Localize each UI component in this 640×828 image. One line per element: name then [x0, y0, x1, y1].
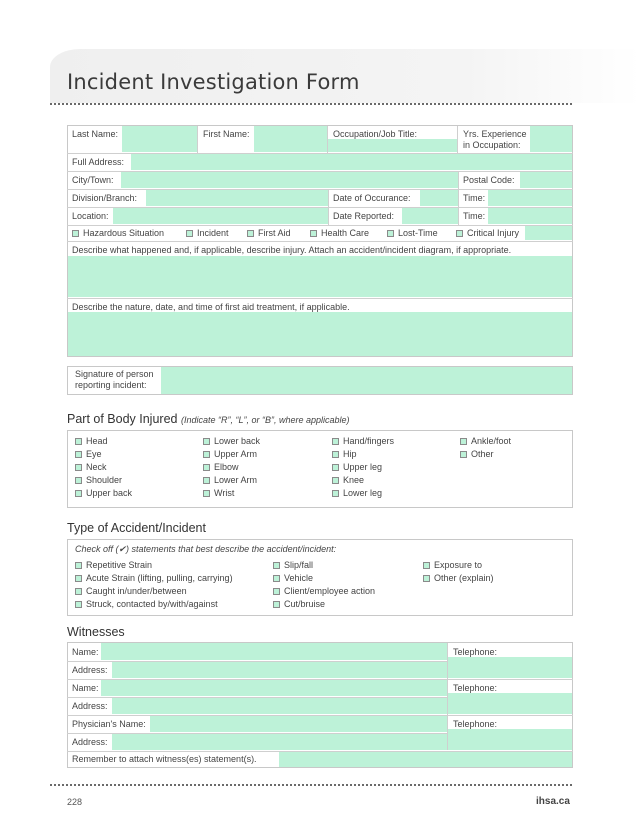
- date-reported-label: Date Reported:: [333, 211, 395, 221]
- checkbox-first-aid[interactable]: First Aid: [247, 228, 291, 239]
- footer-divider: [50, 784, 572, 786]
- body-injured-heading: Part of Body Injured (Indicate “R”, “L”, or “B”, where applicable): [67, 412, 350, 426]
- witness2-name-label: Name:: [72, 683, 99, 693]
- checkbox-lost-time[interactable]: Lost-Time: [387, 228, 438, 239]
- checkbox-critical-injury[interactable]: Critical Injury: [456, 228, 519, 239]
- witness1-address-label: Address:: [72, 665, 108, 675]
- checkbox-ankle-foot[interactable]: Ankle/foot: [460, 436, 511, 447]
- witnesses-heading: Witnesses: [67, 625, 125, 639]
- describe-first-aid-field[interactable]: [68, 312, 572, 356]
- physician-address-field[interactable]: [112, 734, 447, 750]
- postal-code-field[interactable]: [520, 172, 572, 188]
- signature-field[interactable]: [161, 367, 572, 394]
- checkbox-incident[interactable]: Incident: [186, 228, 229, 239]
- checkbox-head[interactable]: Head: [75, 436, 108, 447]
- checkbox-upper-back[interactable]: Upper back: [75, 488, 132, 499]
- witness1-address-field[interactable]: [112, 662, 447, 678]
- checkbox-repetitive-strain[interactable]: Repetitive Strain: [75, 560, 152, 571]
- witness1-telephone-field[interactable]: [448, 657, 572, 678]
- witness1-telephone-label: Telephone:: [453, 647, 498, 657]
- yrs-experience-field[interactable]: [530, 126, 572, 152]
- location-label: Location:: [72, 211, 109, 221]
- physician-name-label: Physician's Name:: [72, 719, 146, 729]
- checkbox-shoulder[interactable]: Shoulder: [75, 475, 122, 486]
- checkbox-elbow[interactable]: Elbow: [203, 462, 239, 473]
- time-occurrence-field[interactable]: [488, 190, 572, 206]
- occupation-field[interactable]: [328, 139, 457, 152]
- time-reported-label: Time:: [463, 211, 486, 221]
- checkbox-eye[interactable]: Eye: [75, 449, 102, 460]
- witness1-name-label: Name:: [72, 647, 99, 657]
- physician-telephone-field[interactable]: [448, 729, 572, 750]
- city-label: City/Town:: [72, 175, 114, 185]
- date-occurrence-label: Date of Occurance:: [333, 193, 411, 203]
- critical-injury-field[interactable]: [525, 226, 572, 240]
- signature-label-line1: Signature of person: [75, 369, 154, 379]
- checkbox-upper-arm[interactable]: Upper Arm: [203, 449, 257, 460]
- describe-first-aid-label: Describe the nature, date, and time of first aid treatment, if applicable.: [72, 302, 350, 312]
- checkbox-knee[interactable]: Knee: [332, 475, 364, 486]
- last-name-field[interactable]: [122, 126, 197, 152]
- checkbox-slip-fall[interactable]: Slip/fall: [273, 560, 313, 571]
- date-reported-field[interactable]: [402, 208, 458, 224]
- postal-code-label: Postal Code:: [463, 175, 515, 185]
- remember-field[interactable]: [279, 752, 572, 767]
- checkbox-other-body[interactable]: Other: [460, 449, 494, 460]
- checkbox-upper-leg[interactable]: Upper leg: [332, 462, 382, 473]
- first-name-field[interactable]: [254, 126, 327, 152]
- division-field[interactable]: [146, 190, 328, 206]
- first-name-label: First Name:: [203, 129, 250, 139]
- describe-happened-label: Describe what happened and, if applicable, describe injury. Attach an accident/incident diagram, if appropriate.: [72, 245, 512, 255]
- witness2-address-label: Address:: [72, 701, 108, 711]
- physician-telephone-label: Telephone:: [453, 719, 498, 729]
- date-occurrence-field[interactable]: [420, 190, 458, 206]
- checkbox-lower-arm[interactable]: Lower Arm: [203, 475, 257, 486]
- body-injured-note: (Indicate “R”, “L”, or “B”, where applicable): [180, 415, 350, 425]
- witness2-telephone-field[interactable]: [448, 693, 572, 714]
- full-address-label: Full Address:: [72, 157, 125, 167]
- checkbox-lower-back[interactable]: Lower back: [203, 436, 260, 447]
- header-divider: [50, 103, 572, 105]
- accident-instruction: Check off (✔) statements that best describe the accident/incident:: [75, 544, 337, 554]
- time-occurrence-label: Time:: [463, 193, 486, 203]
- page-title: Incident Investigation Form: [67, 70, 360, 94]
- page-number: 228: [67, 797, 83, 807]
- witness2-address-field[interactable]: [112, 698, 447, 714]
- checkbox-caught-in[interactable]: Caught in/under/between: [75, 586, 187, 597]
- checkbox-struck[interactable]: Struck, contacted by/with/against: [75, 599, 218, 610]
- checkbox-neck[interactable]: Neck: [75, 462, 107, 473]
- full-address-field[interactable]: [131, 154, 572, 170]
- witness1-name-field[interactable]: [101, 643, 447, 660]
- yrs-experience-label: Yrs. Experience: [463, 129, 527, 139]
- time-reported-field[interactable]: [488, 208, 572, 224]
- checkbox-health-care[interactable]: Health Care: [310, 228, 369, 239]
- checkbox-acute-strain[interactable]: Acute Strain (lifting, pulling, carrying): [75, 573, 233, 584]
- checkbox-cut-bruise[interactable]: Cut/bruise: [273, 599, 325, 610]
- checkbox-wrist[interactable]: Wrist: [203, 488, 234, 499]
- describe-happened-field[interactable]: [68, 256, 572, 297]
- checkbox-exposure[interactable]: Exposure to: [423, 560, 482, 571]
- checkbox-hip[interactable]: Hip: [332, 449, 357, 460]
- remember-note: Remember to attach witness(es) statement(s).: [72, 754, 257, 764]
- checkbox-vehicle[interactable]: Vehicle: [273, 573, 313, 584]
- checkbox-other-explain[interactable]: Other (explain): [423, 573, 494, 584]
- checkbox-client-action[interactable]: Client/employee action: [273, 586, 375, 597]
- location-field[interactable]: [113, 208, 328, 224]
- signature-label-line2: reporting incident:: [75, 380, 147, 390]
- checkbox-hand-fingers[interactable]: Hand/fingers: [332, 436, 394, 447]
- witness2-name-field[interactable]: [101, 680, 447, 696]
- last-name-label: Last Name:: [72, 129, 119, 139]
- checkbox-hazardous-situation[interactable]: Hazardous Situation: [72, 228, 164, 239]
- physician-address-label: Address:: [72, 737, 108, 747]
- footer-website: ihsa.ca: [536, 796, 570, 807]
- occupation-label: Occupation/Job Title:: [333, 129, 418, 139]
- accident-type-heading: Type of Accident/Incident: [67, 521, 206, 535]
- city-field[interactable]: [121, 172, 458, 188]
- physician-name-field[interactable]: [150, 716, 447, 732]
- division-label: Division/Branch:: [72, 193, 138, 203]
- witness2-telephone-label: Telephone:: [453, 683, 498, 693]
- checkbox-lower-leg[interactable]: Lower leg: [332, 488, 382, 499]
- in-occupation-label: in Occupation:: [463, 140, 521, 150]
